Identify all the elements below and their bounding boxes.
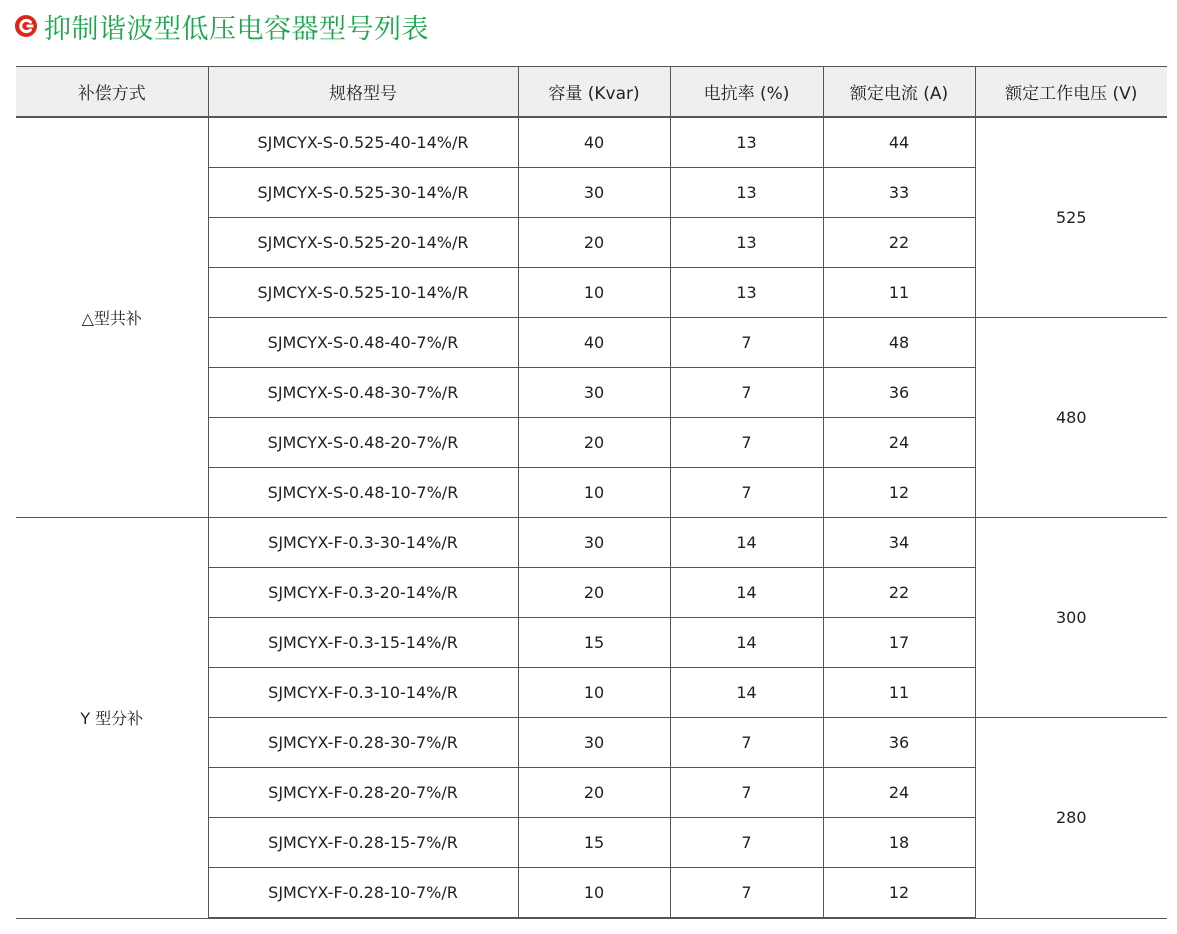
model-cell: SJMCYX-S-0.48-20-7%/R xyxy=(208,418,518,468)
current-cell: 36 xyxy=(823,718,975,768)
current-cell: 18 xyxy=(823,818,975,868)
capacity-cell: 10 xyxy=(518,668,670,718)
current-cell: 36 xyxy=(823,368,975,418)
current-cell: 48 xyxy=(823,318,975,368)
table-row xyxy=(16,518,1167,568)
current-cell: 22 xyxy=(823,568,975,618)
current-cell: 12 xyxy=(823,468,975,518)
model-cell: SJMCYX-S-0.525-30-14%/R xyxy=(208,168,518,218)
capacity-cell: 20 xyxy=(518,768,670,818)
current-cell: 34 xyxy=(823,518,975,568)
current-cell: 11 xyxy=(823,268,975,318)
capacity-cell: 15 xyxy=(518,818,670,868)
current-cell: 44 xyxy=(823,117,975,168)
current-cell: 11 xyxy=(823,668,975,718)
rated-voltage-cell: 280 xyxy=(975,718,1167,919)
table-header-row xyxy=(16,67,1167,118)
red-c-logo-icon xyxy=(14,14,38,38)
model-cell: SJMCYX-F-0.28-15-7%/R xyxy=(208,818,518,868)
capacity-cell: 40 xyxy=(518,117,670,168)
model-cell: SJMCYX-F-0.3-20-14%/R xyxy=(208,568,518,618)
model-cell: SJMCYX-S-0.48-30-7%/R xyxy=(208,368,518,418)
reactance-cell: 7 xyxy=(670,768,823,818)
reactance-cell: 7 xyxy=(670,468,823,518)
current-cell: 24 xyxy=(823,768,975,818)
model-cell: SJMCYX-F-0.28-20-7%/R xyxy=(208,768,518,818)
model-cell: SJMCYX-S-0.525-40-14%/R xyxy=(208,117,518,168)
rated-voltage-cell: 525 xyxy=(975,117,1167,318)
column-header-model: 规格型号 xyxy=(208,67,518,118)
current-cell: 24 xyxy=(823,418,975,468)
reactance-cell: 7 xyxy=(670,868,823,919)
column-header-capacity: 容量 (Kvar) xyxy=(518,67,670,118)
table-body xyxy=(16,117,1167,918)
reactance-cell: 7 xyxy=(670,818,823,868)
table-row xyxy=(16,117,1167,168)
capacity-cell: 30 xyxy=(518,518,670,568)
capacity-cell: 20 xyxy=(518,568,670,618)
model-cell: SJMCYX-S-0.525-20-14%/R xyxy=(208,218,518,268)
capacity-cell: 40 xyxy=(518,318,670,368)
reactance-cell: 13 xyxy=(670,168,823,218)
page-header xyxy=(14,6,429,46)
reactance-cell: 7 xyxy=(670,318,823,368)
model-cell: SJMCYX-S-0.48-10-7%/R xyxy=(208,468,518,518)
rated-voltage-cell: 300 xyxy=(975,518,1167,718)
current-cell: 12 xyxy=(823,868,975,919)
model-cell: SJMCYX-F-0.3-10-14%/R xyxy=(208,668,518,718)
model-cell: SJMCYX-F-0.3-15-14%/R xyxy=(208,618,518,668)
model-cell: SJMCYX-S-0.525-10-14%/R xyxy=(208,268,518,318)
capacity-cell: 10 xyxy=(518,468,670,518)
capacitor-model-table xyxy=(16,66,1167,919)
reactance-cell: 14 xyxy=(670,518,823,568)
compensation-method-cell: Y 型分补 xyxy=(16,518,208,919)
reactance-cell: 7 xyxy=(670,418,823,468)
reactance-cell: 13 xyxy=(670,218,823,268)
capacity-cell: 30 xyxy=(518,368,670,418)
capacity-cell: 30 xyxy=(518,168,670,218)
capacity-cell: 10 xyxy=(518,868,670,919)
model-cell: SJMCYX-S-0.48-40-7%/R xyxy=(208,318,518,368)
reactance-cell: 14 xyxy=(670,568,823,618)
model-cell: SJMCYX-F-0.28-30-7%/R xyxy=(208,718,518,768)
reactance-cell: 14 xyxy=(670,618,823,668)
current-cell: 22 xyxy=(823,218,975,268)
reactance-cell: 7 xyxy=(670,368,823,418)
column-header-current: 额定电流 (A) xyxy=(823,67,975,118)
reactance-cell: 13 xyxy=(670,117,823,168)
column-header-reactance: 电抗率 (%) xyxy=(670,67,823,118)
capacity-cell: 20 xyxy=(518,218,670,268)
capacity-cell: 15 xyxy=(518,618,670,668)
column-header-voltage: 额定工作电压 (V) xyxy=(975,67,1167,118)
reactance-cell: 13 xyxy=(670,268,823,318)
model-cell: SJMCYX-F-0.28-10-7%/R xyxy=(208,868,518,919)
rated-voltage-cell: 480 xyxy=(975,318,1167,518)
page-title: 抑制谐波型低压电容器型号列表 xyxy=(44,13,429,45)
reactance-cell: 7 xyxy=(670,718,823,768)
compensation-method-cell: △型共补 xyxy=(16,117,208,518)
column-header-method: 补偿方式 xyxy=(16,67,208,118)
current-cell: 17 xyxy=(823,618,975,668)
model-cell: SJMCYX-F-0.3-30-14%/R xyxy=(208,518,518,568)
capacity-cell: 30 xyxy=(518,718,670,768)
reactance-cell: 14 xyxy=(670,668,823,718)
capacity-cell: 20 xyxy=(518,418,670,468)
capacity-cell: 10 xyxy=(518,268,670,318)
current-cell: 33 xyxy=(823,168,975,218)
